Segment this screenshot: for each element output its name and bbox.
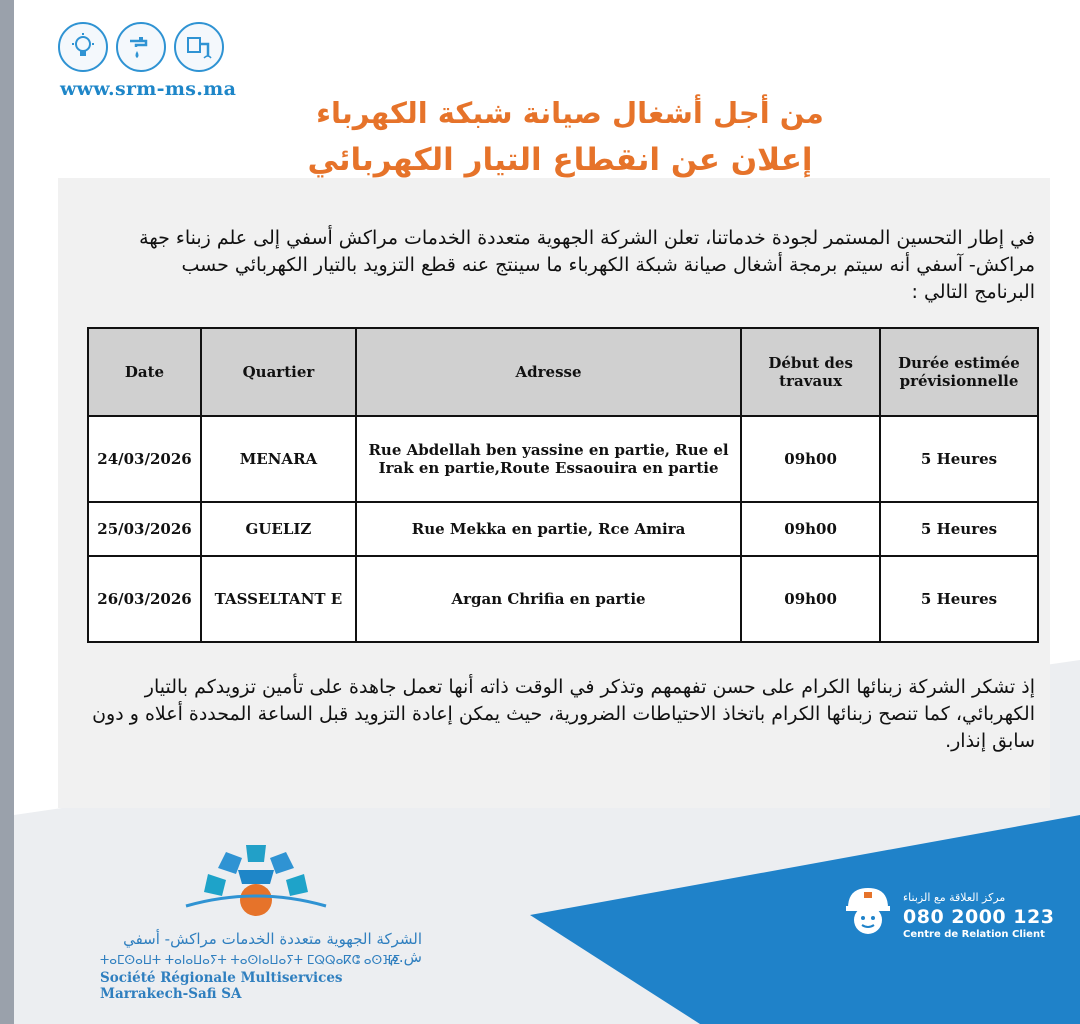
website-link[interactable]: www.srm-ms.ma (60, 78, 237, 100)
company-name-tifinagh: ⵜⴰⵎⵙⴰⵡⵜ ⵜⴰⵏⴰⵡⴰⵢⵜ ⵜⴰⵙⵏⴰⵡⴰⵢⵜ ⵎⵕⵕⴰⴽⵛ ⴰⵙⴼⵉ (100, 953, 401, 967)
header-quartier: Quartier (201, 328, 356, 416)
customer-service-icon (840, 882, 896, 944)
cell-duree: 5 Heures (880, 556, 1038, 642)
cell-duree: 5 Heures (880, 416, 1038, 502)
header-debut: Début des travaux (741, 328, 880, 416)
cell-adresse: Argan Chrifia en partie (356, 556, 741, 642)
cell-date: 24/03/2026 (88, 416, 201, 502)
company-name-arabic: الشركة الجهوية متعددة الخدمات مراكش- أسفي ش.م (123, 930, 422, 966)
table-row (88, 502, 1038, 556)
call-center-number[interactable]: 080 2000 123 (903, 906, 1055, 928)
call-center-label-french: Centre de Relation Client (903, 929, 1045, 940)
water-tap-icon (116, 22, 166, 72)
outage-schedule-table (87, 327, 1039, 643)
closing-paragraph: إذ تشكر الشركة زبنائها الكرام على حسن تفهمهم وتذكر في الوقت ذاته أنها تعمل جاهدة على تأمين تزويدكم بالتيار الكهربائي، كما تنصح زبنائها الكرام باتخاذ الاحتياطات الضرورية، حيث يمكن إعادة التزويد قبل الساعة المحددة أعلاه و دون سابق إنذار. (92, 676, 1035, 752)
cell-quartier: GUELIZ (201, 502, 356, 556)
company-name-french: Société Régionale Multiservices Marrakech-Safi SA (100, 970, 343, 1002)
call-center-label-arabic: مركز العلاقة مع الزبناء (903, 891, 1006, 904)
cell-duree: 5 Heures (880, 502, 1038, 556)
header-date: Date (88, 328, 201, 416)
table-row (88, 556, 1038, 642)
table-header-row (88, 328, 1038, 416)
header-duree: Durée estimée prévisionnelle (880, 328, 1038, 416)
announcement-title: من أجل أشغال صيانة شبكة الكهرباء (316, 96, 824, 130)
cell-debut: 09h00 (741, 556, 880, 642)
cell-date: 26/03/2026 (88, 556, 201, 642)
table-row (88, 416, 1038, 502)
header-adresse: Adresse (356, 328, 741, 416)
cell-adresse: Rue Abdellah ben yassine en partie, Rue el Irak en partie,Route Essaouira en partie (356, 416, 741, 502)
service-icons (58, 22, 224, 72)
cell-quartier: TASSELTANT E (201, 556, 356, 642)
cell-debut: 09h00 (741, 416, 880, 502)
announcement-subtitle: إعلان عن انقطاع التيار الكهربائي (307, 142, 813, 178)
cell-debut: 09h00 (741, 502, 880, 556)
lightbulb-icon (58, 22, 108, 72)
sanitation-icon (174, 22, 224, 72)
cell-adresse: Rue Mekka en partie, Rce Amira (356, 502, 741, 556)
cell-quartier: MENARA (201, 416, 356, 502)
intro-paragraph: في إطار التحسين المستمر لجودة خدماتنا، تعلن الشركة الجهوية متعددة الخدمات مراكش أسفي إلى علم زبناء جهة مراكش- آسفي أنه سيتم برمجة أشغال صيانة شبكة الكهرباء ما سينتج عنه قطع التزويد بالتيار الكهربائي حسب البرنامج التالي : (139, 227, 1035, 303)
cell-date: 25/03/2026 (88, 502, 201, 556)
